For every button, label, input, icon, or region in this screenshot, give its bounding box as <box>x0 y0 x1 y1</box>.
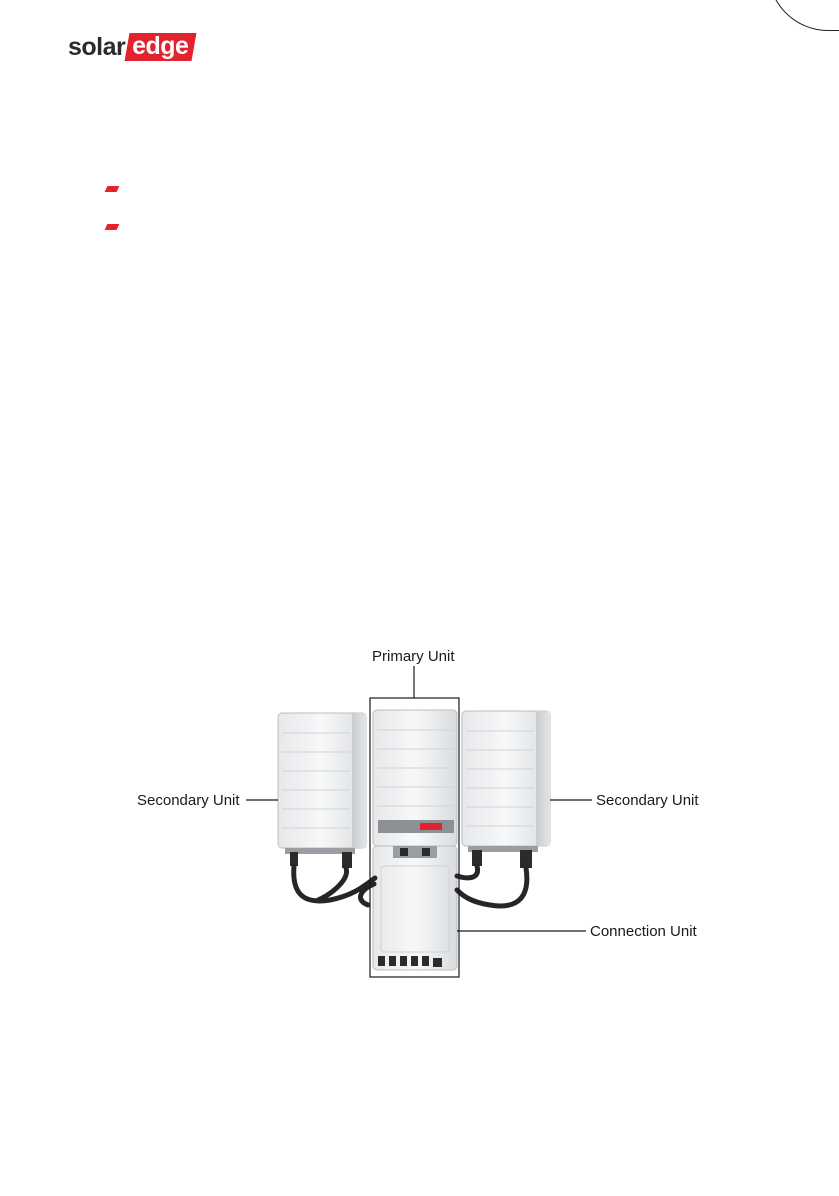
label-secondary-unit-right: Secondary Unit <box>596 792 699 809</box>
logo-edge-badge <box>125 33 197 61</box>
secondary-unit-right <box>462 711 550 868</box>
label-primary-unit: Primary Unit <box>372 648 455 665</box>
bullet-marker-icon <box>105 224 120 230</box>
label-connection-unit: Connection Unit <box>590 923 697 940</box>
cables <box>294 866 527 906</box>
logo-edge-text: edge <box>132 32 189 60</box>
secondary-unit-left <box>278 713 366 868</box>
logo-solar-text: solar <box>68 33 126 61</box>
solaredge-logo <box>68 32 195 62</box>
page-corner-mark <box>768 0 839 31</box>
leader-lines <box>246 666 592 931</box>
bullet-marker-icon <box>105 186 120 192</box>
primary-unit <box>373 710 457 846</box>
primary-bracket <box>370 698 459 977</box>
label-secondary-unit-left: Secondary Unit <box>137 792 240 809</box>
connection-unit <box>373 846 457 970</box>
